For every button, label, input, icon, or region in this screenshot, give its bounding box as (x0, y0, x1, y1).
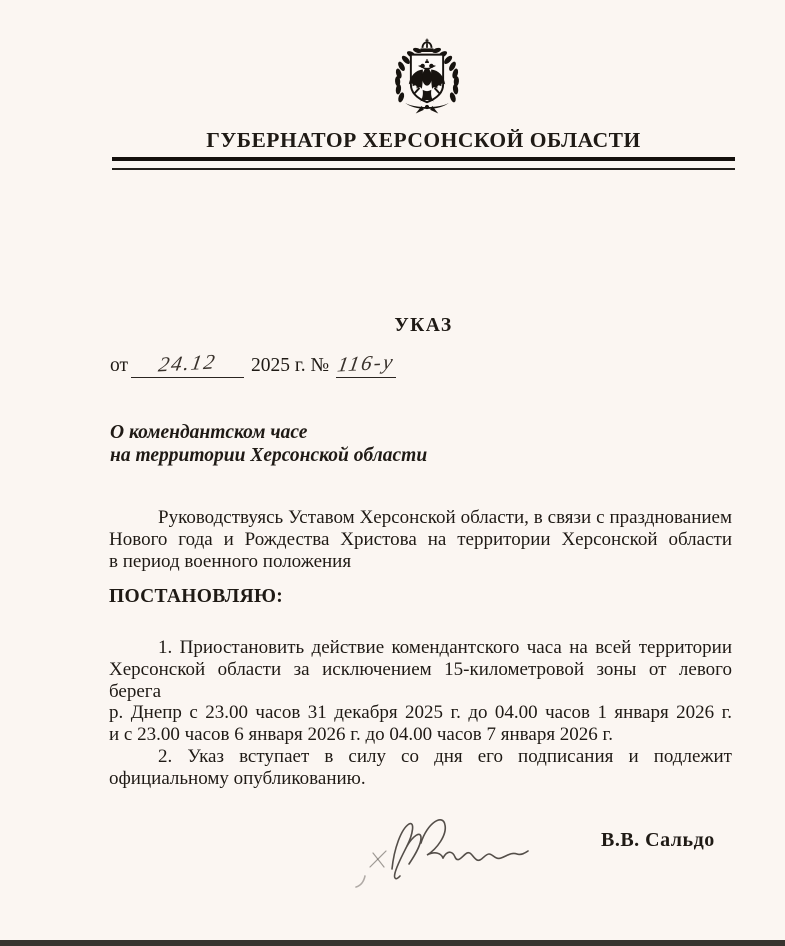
decree-item-line: и с 23.00 часов 6 января 2026 г. до 04.00 часов 7 января 2026 г. (109, 724, 613, 746)
decree-item-line: 1. Приостановить действие комендантского часа на всей территории (158, 637, 732, 658)
decree-item-line: 2. Указ вступает в силу со дня его подписания и подлежит (158, 745, 732, 767)
handwritten-number: 116-у (335, 349, 397, 377)
preamble-line: Нового года и Рождества Христова на территории Херсонской области (109, 528, 732, 550)
decree-item-line: Херсонской области за исключением 15-километровой зоны от левого берега (109, 658, 732, 702)
date-prefix-label: от (110, 355, 129, 376)
handwritten-date: 24.12 (156, 349, 219, 377)
preamble-line: Руководствуясь Уставом Херсонской области, в связи с празднованием (158, 507, 732, 528)
document-subject (110, 422, 427, 467)
decree-item-line: официальному опубликованию. (109, 767, 366, 789)
preamble-paragraph (109, 507, 732, 572)
coat-of-arms-emblem-icon (377, 31, 477, 125)
issuing-authority-title: ГУБЕРНАТОР ХЕРСОНСКОЙ ОБЛАСТИ (206, 128, 641, 152)
header-divider (112, 157, 735, 170)
number-blank-underline (336, 351, 396, 378)
scan-bottom-edge (0, 940, 785, 946)
year-and-number-label: 2025 г. № (251, 355, 330, 376)
subject-line: О комендантском часе (110, 422, 308, 443)
preamble-line: в период военного положения (109, 550, 352, 572)
subject-line: на территории Херсонской области (110, 444, 428, 466)
decree-item-line: р. Днепр с 23.00 часов 31 декабря 2025 г. до 04.00 часов 1 января 2026 г. (109, 702, 732, 724)
date-and-number-line (110, 351, 396, 379)
document-type-title: УКАЗ (394, 315, 453, 336)
decree-items (109, 637, 732, 790)
resolution-heading: ПОСТАНОВЛЯЮ: (109, 586, 284, 607)
handwritten-signature-icon (350, 803, 550, 898)
signer-name: В.В. Сальдо (601, 829, 715, 851)
date-blank-underline (131, 351, 244, 378)
